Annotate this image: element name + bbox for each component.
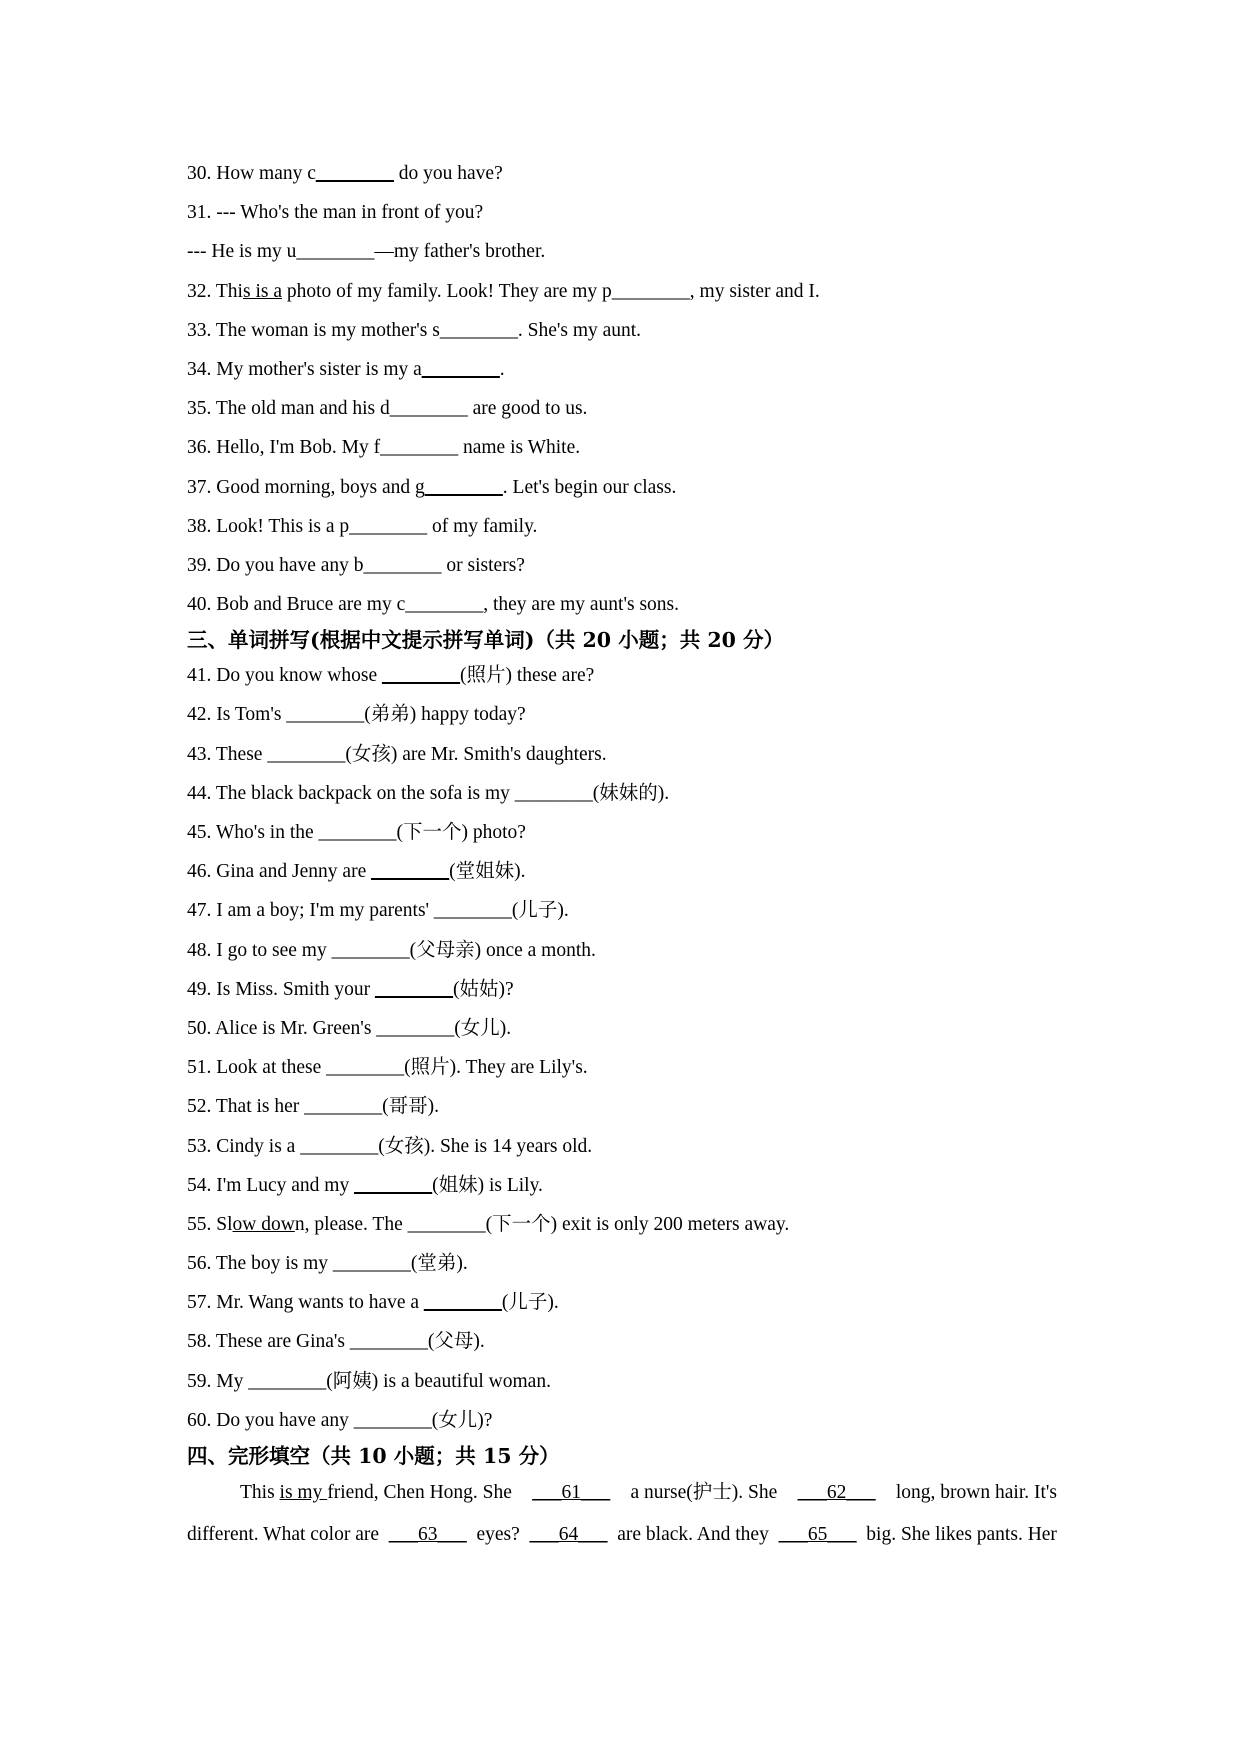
question-32: 32. This is a photo of my family. Look! They are my p________, my sister and I.	[187, 280, 820, 302]
question-59: 59. My ________(阿姨) is a beautiful woman.	[187, 1370, 551, 1392]
answer-blank: ________	[371, 861, 450, 883]
question-48: 48. I go to see my ________(父母亲) once a month.	[187, 939, 596, 961]
question-37: 37. Good morning, boys and g________. Let's begin our class.	[187, 476, 677, 498]
question-55: 55. Slow down, please. The ________(下一个) exit is only 200 meters away.	[187, 1213, 790, 1235]
cloze-blank-64: ___64___	[529, 1524, 608, 1545]
question-51: 51. Look at these ________(照片). They are Lily's.	[187, 1057, 588, 1079]
cloze-blank-62: ___62___	[797, 1482, 876, 1503]
cloze-blank-61: ___61___	[532, 1482, 611, 1503]
question-35: 35. The old man and his d________ are good to us.	[187, 398, 588, 420]
question-36: 36. Hello, I'm Bob. My f________ name is White.	[187, 437, 581, 459]
question-34: 34. My mother's sister is my a________.	[187, 358, 505, 380]
question-49: 49. Is Miss. Smith your ________(姑姑)?	[187, 978, 514, 1000]
question-40: 40. Bob and Bruce are my c________, they are my aunt's sons.	[187, 594, 679, 616]
cloze-passage-line-1: This is my friend, Chen Hong. She ___61___ a nurse(护士). She ___62___ long, brown hair. It's	[187, 1472, 1057, 1514]
question-42: 42. Is Tom's ________(弟弟) happy today?	[187, 704, 526, 726]
question-58: 58. These are Gina's ________(父母).	[187, 1331, 485, 1353]
section-3-heading: 三、单词拼写(根据中文提示拼写单词)（共 20 小题；共 20 分）	[187, 628, 785, 653]
question-56: 56. The boy is my ________(堂弟).	[187, 1253, 468, 1275]
question-50: 50. Alice is Mr. Green's ________(女儿).	[187, 1017, 512, 1039]
question-60: 60. Do you have any ________(女儿)?	[187, 1409, 493, 1431]
question-38: 38. Look! This is a p________ of my family.	[187, 515, 538, 537]
worksheet-page	[187, 154, 1057, 1556]
cloze-blank-65: ___65___	[778, 1524, 857, 1545]
answer-blank: ________	[374, 978, 453, 1000]
answer-blank: ________	[423, 1292, 502, 1314]
answer-blank: ________	[315, 163, 394, 184]
question-57: 57. Mr. Wang wants to have a ________(儿子).	[187, 1292, 559, 1314]
question-46: 46. Gina and Jenny are ________(堂姐妹).	[187, 861, 526, 883]
answer-blank: ________	[354, 1174, 433, 1196]
cloze-passage-line-2: different. What color are ___63___ eyes? ___64___ are black. And they ___65___ big. She likes pants. Her	[187, 1514, 1057, 1556]
question-47: 47. I am a boy; I'm my parents' ________(儿子).	[187, 900, 569, 922]
question-31: 31. --- Who's the man in front of you?	[187, 202, 484, 224]
question-53: 53. Cindy is a ________(女孩). She is 14 years old.	[187, 1135, 593, 1157]
question-54: 54. I'm Lucy and my ________(姐妹) is Lily.	[187, 1174, 543, 1196]
question-52: 52. That is her ________(哥哥).	[187, 1096, 440, 1118]
question-43: 43. These ________(女孩) are Mr. Smith's daughters.	[187, 743, 607, 765]
question-39: 39. Do you have any b________ or sisters?	[187, 554, 525, 576]
answer-blank: ________	[421, 358, 500, 380]
question-33: 33. The woman is my mother's s________. She's my aunt.	[187, 319, 642, 341]
question-41: 41. Do you know whose ________(照片) these are?	[187, 665, 595, 687]
cloze-blank-63: ___63___	[388, 1524, 467, 1545]
question-31-answer: --- He is my u________—my father's brother.	[187, 241, 546, 263]
question-44: 44. The black backpack on the sofa is my ________(妹妹的).	[187, 782, 670, 804]
answer-blank: ________	[424, 476, 503, 498]
question-45: 45. Who's in the ________(下一个) photo?	[187, 822, 526, 843]
question-30: 30. How many c________ do you have?	[187, 163, 503, 184]
answer-blank: ________	[382, 665, 460, 687]
section-4-heading: 四、完形填空（共 10 小题；共 15 分）	[187, 1444, 560, 1468]
